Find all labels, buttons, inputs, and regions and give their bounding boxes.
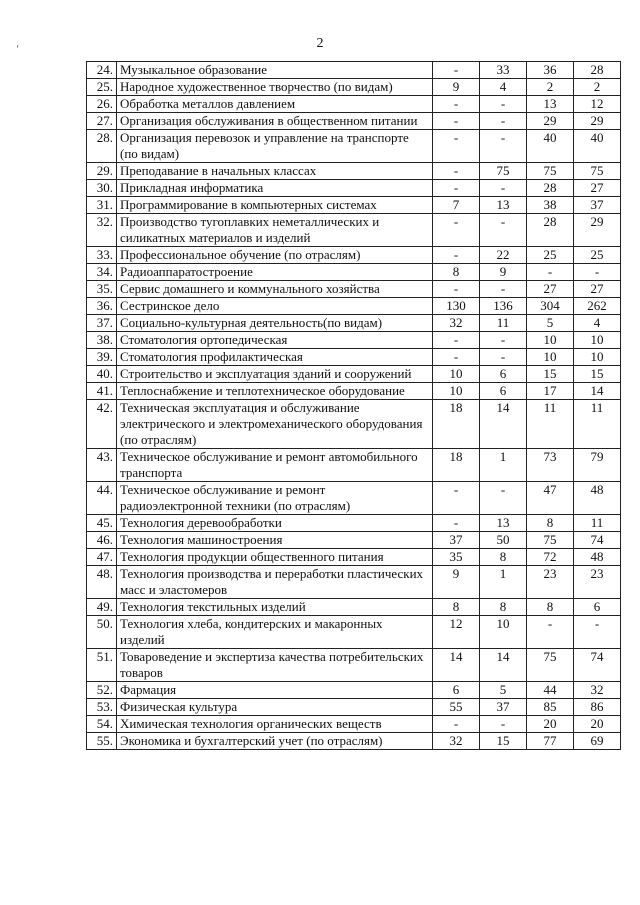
row-number: 44. <box>87 482 117 515</box>
row-number: 48. <box>87 566 117 599</box>
value-cell: - <box>433 716 480 733</box>
value-cell: 6 <box>574 599 621 616</box>
value-cell: 304 <box>527 298 574 315</box>
value-cell: - <box>433 281 480 298</box>
value-cell: - <box>433 113 480 130</box>
row-number: 24. <box>87 62 117 79</box>
value-cell: - <box>480 113 527 130</box>
value-cell: 20 <box>527 716 574 733</box>
value-cell: 23 <box>574 566 621 599</box>
value-cell: - <box>480 281 527 298</box>
value-cell: 28 <box>527 180 574 197</box>
value-cell: 35 <box>433 549 480 566</box>
value-cell: 14 <box>480 400 527 449</box>
table-row <box>87 281 621 298</box>
value-cell: 262 <box>574 298 621 315</box>
row-number: 34. <box>87 264 117 281</box>
specialty-name: Товароведение и экспертиза качества потребительских товаров <box>117 649 433 682</box>
row-number: 54. <box>87 716 117 733</box>
table-row <box>87 180 621 197</box>
value-cell: - <box>480 332 527 349</box>
value-cell: 72 <box>527 549 574 566</box>
value-cell: 1 <box>480 449 527 482</box>
row-number: 33. <box>87 247 117 264</box>
table-row <box>87 649 621 682</box>
specialty-name: Физическая культура <box>117 699 433 716</box>
value-cell: 44 <box>527 682 574 699</box>
row-number: 37. <box>87 315 117 332</box>
value-cell: 12 <box>574 96 621 113</box>
table-row <box>87 332 621 349</box>
table-row <box>87 449 621 482</box>
value-cell: - <box>433 130 480 163</box>
value-cell: 33 <box>480 62 527 79</box>
specialty-name: Прикладная информатика <box>117 180 433 197</box>
row-number: 36. <box>87 298 117 315</box>
value-cell: 25 <box>574 247 621 264</box>
value-cell: 28 <box>527 214 574 247</box>
specialty-name: Техническое обслуживание и ремонт радиоэлектронной техники (по отраслям) <box>117 482 433 515</box>
page-number: 2 <box>316 36 324 51</box>
value-cell: 9 <box>433 79 480 96</box>
table-row <box>87 113 621 130</box>
value-cell: 15 <box>480 733 527 750</box>
value-cell: - <box>480 130 527 163</box>
value-cell: 77 <box>527 733 574 750</box>
value-cell: 69 <box>574 733 621 750</box>
value-cell: 5 <box>480 682 527 699</box>
table-row <box>87 62 621 79</box>
specialty-name: Профессиональное обучение (по отраслям) <box>117 247 433 264</box>
row-number: 27. <box>87 113 117 130</box>
specialty-name: Строительство и эксплуатация зданий и сооружений <box>117 366 433 383</box>
table-row <box>87 616 621 649</box>
value-cell: 1 <box>480 566 527 599</box>
value-cell: 14 <box>574 383 621 400</box>
value-cell: 11 <box>527 400 574 449</box>
row-number: 43. <box>87 449 117 482</box>
value-cell: 14 <box>433 649 480 682</box>
specialty-name: Технология деревообработки <box>117 515 433 532</box>
value-cell: 6 <box>480 366 527 383</box>
value-cell: 28 <box>574 62 621 79</box>
value-cell: 75 <box>480 163 527 180</box>
specialty-name: Организация перевозок и управление на транспорте (по видам) <box>117 130 433 163</box>
value-cell: - <box>527 616 574 649</box>
value-cell: 5 <box>527 315 574 332</box>
value-cell: - <box>480 349 527 366</box>
specialties-table <box>86 61 621 750</box>
specialty-name: Программирование в компьютерных системах <box>117 197 433 214</box>
specialty-name: Технология производства и переработки пластических масс и эластомеров <box>117 566 433 599</box>
value-cell: 27 <box>527 281 574 298</box>
value-cell: 10 <box>527 349 574 366</box>
value-cell: 48 <box>574 482 621 515</box>
row-number: 46. <box>87 532 117 549</box>
value-cell: 130 <box>433 298 480 315</box>
specialty-name: Производство тугоплавких неметаллических и силикатных материалов и изделий <box>117 214 433 247</box>
table-row <box>87 566 621 599</box>
table-row <box>87 699 621 716</box>
row-number: 40. <box>87 366 117 383</box>
value-cell: 8 <box>527 515 574 532</box>
value-cell: 10 <box>574 349 621 366</box>
value-cell: 10 <box>433 366 480 383</box>
table-row <box>87 549 621 566</box>
specialty-name: Стоматология ортопедическая <box>117 332 433 349</box>
value-cell: - <box>480 96 527 113</box>
value-cell: 18 <box>433 400 480 449</box>
row-number: 32. <box>87 214 117 247</box>
value-cell: - <box>433 247 480 264</box>
value-cell: 7 <box>433 197 480 214</box>
value-cell: - <box>574 616 621 649</box>
row-number: 25. <box>87 79 117 96</box>
value-cell: - <box>433 214 480 247</box>
value-cell: 74 <box>574 649 621 682</box>
value-cell: 10 <box>527 332 574 349</box>
value-cell: - <box>433 96 480 113</box>
value-cell: 13 <box>480 197 527 214</box>
value-cell: - <box>433 515 480 532</box>
value-cell: - <box>480 482 527 515</box>
row-number: 45. <box>87 515 117 532</box>
value-cell: 37 <box>574 197 621 214</box>
table-row <box>87 247 621 264</box>
value-cell: - <box>433 332 480 349</box>
table-row <box>87 130 621 163</box>
table-row <box>87 733 621 750</box>
row-number: 50. <box>87 616 117 649</box>
specialty-name: Технология машиностроения <box>117 532 433 549</box>
specialty-name: Химическая технология органических веществ <box>117 716 433 733</box>
table-row <box>87 96 621 113</box>
row-number: 53. <box>87 699 117 716</box>
specialty-name: Сестринское дело <box>117 298 433 315</box>
row-number: 41. <box>87 383 117 400</box>
row-number: 52. <box>87 682 117 699</box>
value-cell: 29 <box>574 214 621 247</box>
row-number: 29. <box>87 163 117 180</box>
value-cell: 4 <box>480 79 527 96</box>
value-cell: 75 <box>527 163 574 180</box>
value-cell: - <box>574 264 621 281</box>
value-cell: - <box>433 163 480 180</box>
specialty-name: Социально-культурная деятельность(по видам) <box>117 315 433 332</box>
value-cell: - <box>433 349 480 366</box>
row-number: 26. <box>87 96 117 113</box>
value-cell: 75 <box>527 532 574 549</box>
value-cell: 10 <box>433 383 480 400</box>
specialty-name: Технология текстильных изделий <box>117 599 433 616</box>
value-cell: 25 <box>527 247 574 264</box>
value-cell: 20 <box>574 716 621 733</box>
row-number: 38. <box>87 332 117 349</box>
value-cell: 2 <box>574 79 621 96</box>
specialty-name: Технология продукции общественного питания <box>117 549 433 566</box>
table-row <box>87 515 621 532</box>
table-row <box>87 298 621 315</box>
value-cell: 86 <box>574 699 621 716</box>
value-cell: - <box>480 180 527 197</box>
specialty-name: Организация обслуживания в общественном питании <box>117 113 433 130</box>
value-cell: 15 <box>574 366 621 383</box>
value-cell: 17 <box>527 383 574 400</box>
value-cell: 8 <box>433 264 480 281</box>
table-row <box>87 366 621 383</box>
table-row <box>87 349 621 366</box>
table-row <box>87 400 621 449</box>
value-cell: 32 <box>433 733 480 750</box>
table-row <box>87 716 621 733</box>
value-cell: 13 <box>527 96 574 113</box>
specialty-name: Сервис домашнего и коммунального хозяйства <box>117 281 433 298</box>
specialty-name: Фармация <box>117 682 433 699</box>
value-cell: 11 <box>574 400 621 449</box>
table-row <box>87 79 621 96</box>
row-number: 47. <box>87 549 117 566</box>
row-number: 39. <box>87 349 117 366</box>
scan-mark: ‘ <box>16 44 20 55</box>
value-cell: 37 <box>433 532 480 549</box>
value-cell: 47 <box>527 482 574 515</box>
value-cell: 55 <box>433 699 480 716</box>
value-cell: 4 <box>574 315 621 332</box>
value-cell: 136 <box>480 298 527 315</box>
value-cell: 13 <box>480 515 527 532</box>
value-cell: 29 <box>574 113 621 130</box>
value-cell: 73 <box>527 449 574 482</box>
value-cell: - <box>433 62 480 79</box>
specialty-name: Музыкальное образование <box>117 62 433 79</box>
specialty-name: Обработка металлов давлением <box>117 96 433 113</box>
value-cell: 22 <box>480 247 527 264</box>
value-cell: 85 <box>527 699 574 716</box>
row-number: 28. <box>87 130 117 163</box>
value-cell: 8 <box>433 599 480 616</box>
value-cell: 29 <box>527 113 574 130</box>
value-cell: - <box>480 214 527 247</box>
specialty-name: Экономика и бухгалтерский учет (по отраслям) <box>117 733 433 750</box>
table-row <box>87 197 621 214</box>
value-cell: 40 <box>574 130 621 163</box>
value-cell: 38 <box>527 197 574 214</box>
specialty-name: Теплоснабжение и теплотехническое оборудование <box>117 383 433 400</box>
value-cell: 50 <box>480 532 527 549</box>
table-row <box>87 682 621 699</box>
value-cell: 75 <box>527 649 574 682</box>
value-cell: 74 <box>574 532 621 549</box>
row-number: 51. <box>87 649 117 682</box>
row-number: 30. <box>87 180 117 197</box>
specialty-name: Технология хлеба, кондитерских и макаронных изделий <box>117 616 433 649</box>
table-row <box>87 532 621 549</box>
value-cell: - <box>480 716 527 733</box>
value-cell: 32 <box>433 315 480 332</box>
value-cell: 2 <box>527 79 574 96</box>
specialty-name: Стоматология профилактическая <box>117 349 433 366</box>
specialty-name: Преподавание в начальных классах <box>117 163 433 180</box>
specialty-name: Радиоаппаратостроение <box>117 264 433 281</box>
table-row <box>87 315 621 332</box>
value-cell: 79 <box>574 449 621 482</box>
value-cell: 40 <box>527 130 574 163</box>
value-cell: 9 <box>480 264 527 281</box>
table-row <box>87 163 621 180</box>
value-cell: 10 <box>574 332 621 349</box>
value-cell: 32 <box>574 682 621 699</box>
table-row <box>87 264 621 281</box>
value-cell: 8 <box>527 599 574 616</box>
row-number: 35. <box>87 281 117 298</box>
value-cell: 27 <box>574 180 621 197</box>
specialty-name: Народное художественное творчество (по видам) <box>117 79 433 96</box>
value-cell: - <box>527 264 574 281</box>
table-row <box>87 383 621 400</box>
value-cell: - <box>433 180 480 197</box>
table-row <box>87 214 621 247</box>
value-cell: 11 <box>480 315 527 332</box>
value-cell: 15 <box>527 366 574 383</box>
value-cell: 6 <box>433 682 480 699</box>
value-cell: 8 <box>480 599 527 616</box>
value-cell: 37 <box>480 699 527 716</box>
value-cell: 8 <box>480 549 527 566</box>
specialty-name: Техническое обслуживание и ремонт автомобильного транспорта <box>117 449 433 482</box>
row-number: 31. <box>87 197 117 214</box>
table-row <box>87 482 621 515</box>
value-cell: 23 <box>527 566 574 599</box>
value-cell: 11 <box>574 515 621 532</box>
row-number: 49. <box>87 599 117 616</box>
value-cell: 27 <box>574 281 621 298</box>
value-cell: 6 <box>480 383 527 400</box>
value-cell: 12 <box>433 616 480 649</box>
value-cell: 75 <box>574 163 621 180</box>
value-cell: 48 <box>574 549 621 566</box>
value-cell: - <box>433 482 480 515</box>
value-cell: 14 <box>480 649 527 682</box>
row-number: 42. <box>87 400 117 449</box>
table-row <box>87 599 621 616</box>
value-cell: 18 <box>433 449 480 482</box>
value-cell: 9 <box>433 566 480 599</box>
value-cell: 36 <box>527 62 574 79</box>
value-cell: 10 <box>480 616 527 649</box>
specialty-name: Техническая эксплуатация и обслуживание электрического и электромеханического оборудования (по отраслям) <box>117 400 433 449</box>
row-number: 55. <box>87 733 117 750</box>
